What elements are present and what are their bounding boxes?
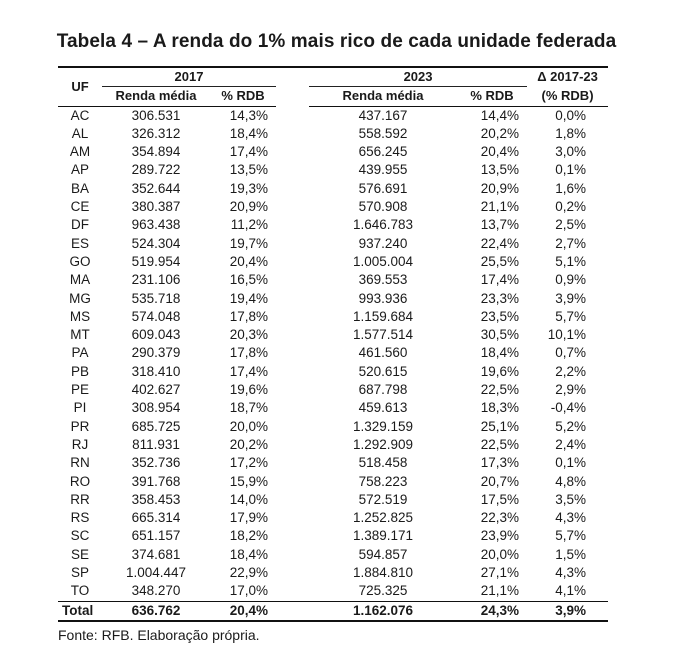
cell-renda-2023: 758.223 [358, 473, 408, 489]
table-row [58, 454, 608, 472]
cell-pct-2023: 20,4% [480, 144, 520, 160]
table-row [58, 106, 608, 125]
cell-pct-2023: 13,5% [480, 162, 520, 178]
total-label: Total [58, 601, 102, 621]
cell-pct-2017: 17,4% [229, 363, 269, 379]
cell-uf: SE [70, 546, 89, 562]
table-row [58, 344, 608, 362]
cell-renda-2023: 1.884.810 [352, 565, 414, 581]
cell-uf: RO [69, 473, 91, 489]
cell-uf: ES [70, 235, 89, 251]
cell-gap [276, 509, 309, 527]
cell-renda-2023: 1.292.909 [352, 436, 414, 452]
cell-delta: 0,9% [555, 272, 587, 288]
cell-pct-2023: 27,1% [480, 565, 520, 581]
cell-delta: 0,1% [555, 162, 587, 178]
cell-uf: SC [70, 528, 90, 544]
cell-pct-2023: 17,5% [480, 491, 520, 507]
cell-renda-2023: 459.613 [358, 400, 408, 416]
cell-uf: PR [70, 418, 90, 434]
cell-pct-2023: 22,5% [480, 382, 520, 398]
cell-pct-2017: 19,6% [229, 382, 269, 398]
header-uf: UF [58, 67, 102, 106]
cell-pct-2017: 14,0% [229, 491, 269, 507]
cell-uf: RN [70, 455, 90, 471]
cell-uf: AM [69, 144, 91, 160]
table-row [58, 418, 608, 436]
cell-pct-2017: 19,7% [229, 235, 269, 251]
cell-pct-2017: 14,3% [229, 107, 269, 123]
cell-gap [276, 253, 309, 271]
cell-pct-2023: 22,3% [480, 510, 520, 526]
cell-renda-2017: 290.379 [131, 345, 181, 361]
cell-delta: 2,7% [555, 235, 587, 251]
cell-uf: BA [70, 180, 89, 196]
table-row [58, 527, 608, 545]
cell-pct-2023: 19,6% [480, 363, 520, 379]
table-row [58, 381, 608, 399]
cell-gap [276, 271, 309, 289]
header-gap-sub [276, 87, 309, 106]
cell-pct-2023: 23,3% [480, 290, 520, 306]
cell-pct-2017: 20,0% [229, 418, 269, 434]
table-row [58, 290, 608, 308]
cell-renda-2017: 519.954 [131, 253, 181, 269]
cell-renda-2023: 1.252.825 [352, 510, 414, 526]
total-renda-2017: 636.762 [102, 601, 210, 621]
cell-gap [276, 363, 309, 381]
table-row [58, 509, 608, 527]
table-row [58, 473, 608, 491]
cell-renda-2017: 685.725 [131, 418, 181, 434]
cell-delta: 4,3% [555, 565, 587, 581]
cell-pct-2023: 25,5% [480, 253, 520, 269]
cell-uf: PE [70, 382, 89, 398]
cell-gap [276, 491, 309, 509]
cell-pct-2017: 17,0% [229, 583, 269, 599]
cell-gap [276, 308, 309, 326]
cell-delta: 5,7% [555, 528, 587, 544]
cell-uf: TO [70, 583, 90, 599]
cell-gap [276, 290, 309, 308]
cell-renda-2017: 609.043 [131, 327, 181, 343]
table-row [58, 436, 608, 454]
cell-renda-2017: 308.954 [131, 400, 181, 416]
cell-delta: 0,0% [555, 107, 587, 123]
cell-pct-2023: 25,1% [480, 418, 520, 434]
header-delta-unit: (% RDB) [527, 87, 608, 106]
total-pct-2023: 24,3% [457, 601, 527, 621]
total-row [58, 601, 608, 621]
cell-gap [276, 418, 309, 436]
header-gap [276, 67, 309, 87]
cell-renda-2023: 437.167 [358, 107, 408, 123]
cell-uf: MG [69, 290, 91, 306]
table-title: Tabela 4 – A renda do 1% mais rico de cada unidade federada [56, 31, 617, 52]
cell-renda-2017: 651.157 [131, 528, 181, 544]
cell-delta: 3,9% [555, 290, 587, 306]
cell-uf: PB [70, 363, 89, 379]
cell-delta: 4,1% [555, 583, 587, 599]
cell-renda-2023: 687.798 [358, 382, 408, 398]
cell-uf: MT [70, 327, 90, 343]
cell-renda-2023: 993.936 [358, 290, 408, 306]
cell-pct-2017: 17,8% [229, 308, 269, 324]
cell-pct-2017: 18,7% [229, 400, 269, 416]
cell-gap [276, 198, 309, 216]
cell-renda-2017: 665.314 [131, 510, 181, 526]
total-gap [276, 601, 309, 621]
cell-renda-2017: 1.004.447 [125, 565, 187, 581]
cell-uf: MS [69, 308, 91, 324]
cell-gap [276, 106, 309, 125]
cell-pct-2023: 21,1% [480, 199, 520, 215]
cell-gap [276, 473, 309, 491]
cell-pct-2017: 16,5% [229, 272, 269, 288]
cell-renda-2017: 289.722 [131, 162, 181, 178]
total-pct-2017: 20,4% [210, 601, 276, 621]
table-row [58, 198, 608, 216]
cell-pct-2023: 18,3% [480, 400, 520, 416]
header-year-2017: 2017 [102, 67, 276, 87]
cell-pct-2023: 20,9% [480, 180, 520, 196]
table-row [58, 271, 608, 289]
cell-delta: 3,0% [555, 144, 587, 160]
cell-renda-2023: 1.577.514 [352, 327, 414, 343]
cell-renda-2017: 352.736 [131, 455, 181, 471]
cell-delta: 2,4% [555, 436, 587, 452]
cell-pct-2017: 19,4% [229, 290, 269, 306]
income-table [58, 66, 608, 622]
cell-pct-2023: 20,0% [480, 546, 520, 562]
total-renda-2023: 1.162.076 [309, 601, 457, 621]
cell-gap [276, 143, 309, 161]
cell-renda-2023: 520.615 [358, 363, 408, 379]
cell-renda-2023: 461.560 [358, 345, 408, 361]
cell-pct-2023: 20,2% [480, 125, 520, 141]
cell-gap [276, 381, 309, 399]
cell-delta: 0,1% [555, 455, 587, 471]
cell-renda-2023: 1.646.783 [352, 217, 414, 233]
cell-renda-2017: 348.270 [131, 583, 181, 599]
cell-pct-2023: 21,1% [480, 583, 520, 599]
cell-renda-2023: 1.005.004 [352, 253, 414, 269]
cell-renda-2023: 570.908 [358, 199, 408, 215]
cell-pct-2023: 14,4% [480, 107, 520, 123]
source-note: Fonte: RFB. Elaboração própria. [58, 627, 260, 643]
cell-renda-2017: 354.894 [131, 144, 181, 160]
table-row [58, 180, 608, 198]
cell-renda-2023: 558.592 [358, 125, 408, 141]
cell-pct-2017: 17,8% [229, 345, 269, 361]
cell-renda-2023: 576.691 [358, 180, 408, 196]
cell-renda-2017: 374.681 [131, 546, 181, 562]
cell-pct-2017: 11,2% [230, 217, 269, 233]
cell-pct-2023: 23,9% [480, 528, 520, 544]
cell-renda-2023: 656.245 [358, 144, 408, 160]
cell-gap [276, 125, 309, 143]
cell-delta: 1,6% [555, 180, 587, 196]
table-row [58, 308, 608, 326]
cell-uf: AP [70, 162, 89, 178]
cell-renda-2023: 594.857 [358, 546, 408, 562]
cell-renda-2023: 1.329.159 [352, 418, 414, 434]
cell-gap [276, 180, 309, 198]
cell-delta: 1,5% [555, 546, 587, 562]
header-pct-2023: % RDB [457, 87, 527, 106]
cell-delta: 4,8% [555, 473, 587, 489]
cell-uf: DF [71, 217, 89, 233]
cell-delta: 0,2% [555, 199, 587, 215]
cell-delta: 5,1% [555, 253, 587, 269]
cell-renda-2017: 326.312 [131, 125, 181, 141]
cell-pct-2017: 13,5% [229, 162, 269, 178]
cell-pct-2017: 20,4% [229, 253, 269, 269]
cell-pct-2017: 20,2% [229, 436, 269, 452]
cell-pct-2023: 23,5% [480, 308, 520, 324]
cell-uf: SP [70, 565, 89, 581]
cell-gap [276, 527, 309, 545]
cell-delta: 4,3% [555, 510, 587, 526]
cell-renda-2017: 352.644 [131, 180, 181, 196]
cell-renda-2023: 572.519 [358, 491, 408, 507]
cell-renda-2017: 574.048 [131, 308, 181, 324]
header-renda-2017: Renda média [102, 87, 210, 106]
table-row [58, 564, 608, 582]
header-renda-2023: Renda média [309, 87, 457, 106]
cell-gap [276, 582, 309, 601]
cell-gap [276, 436, 309, 454]
cell-pct-2017: 17,9% [229, 510, 269, 526]
table-row [58, 125, 608, 143]
cell-pct-2023: 30,5% [480, 327, 520, 343]
cell-pct-2017: 19,3% [229, 180, 269, 196]
header-row-years [58, 67, 608, 87]
table-row [58, 363, 608, 381]
cell-pct-2017: 20,9% [229, 199, 269, 215]
cell-pct-2017: 22,9% [229, 565, 269, 581]
cell-gap [276, 399, 309, 417]
cell-gap [276, 326, 309, 344]
cell-gap [276, 161, 309, 179]
cell-pct-2023: 22,4% [480, 235, 520, 251]
table-row [58, 546, 608, 564]
cell-pct-2023: 17,3% [480, 455, 520, 471]
table-row [58, 143, 608, 161]
cell-renda-2017: 380.387 [131, 199, 181, 215]
cell-renda-2017: 306.531 [131, 107, 181, 123]
cell-renda-2023: 369.553 [358, 272, 408, 288]
cell-uf: PI [73, 400, 87, 416]
cell-delta: 10,1% [547, 327, 587, 343]
cell-gap [276, 216, 309, 234]
cell-uf: CE [70, 199, 90, 215]
cell-gap [276, 546, 309, 564]
cell-uf: AC [70, 107, 90, 123]
header-delta: Δ 2017-23 [527, 67, 608, 87]
cell-gap [276, 564, 309, 582]
cell-pct-2023: 18,4% [480, 345, 520, 361]
table-row [58, 326, 608, 344]
table-row [58, 216, 608, 234]
cell-renda-2023: 1.389.171 [352, 528, 414, 544]
table-row [58, 399, 608, 417]
cell-delta: 2,5% [555, 217, 587, 233]
cell-renda-2017: 811.931 [132, 436, 180, 452]
cell-renda-2017: 963.438 [131, 217, 181, 233]
cell-renda-2017: 391.768 [131, 473, 181, 489]
cell-renda-2023: 937.240 [358, 235, 408, 251]
cell-pct-2017: 17,2% [229, 455, 269, 471]
cell-pct-2023: 17,4% [480, 272, 520, 288]
cell-pct-2017: 18,2% [229, 528, 269, 544]
cell-renda-2017: 402.627 [131, 382, 181, 398]
table-row [58, 235, 608, 253]
cell-uf: RJ [71, 436, 89, 452]
table-row [58, 491, 608, 509]
cell-renda-2017: 318.410 [131, 363, 181, 379]
cell-delta: 5,2% [555, 418, 587, 434]
cell-pct-2017: 15,9% [229, 473, 269, 489]
cell-renda-2017: 524.304 [131, 235, 181, 251]
table-row [58, 161, 608, 179]
cell-delta: 0,7% [555, 345, 587, 361]
cell-delta: 2,9% [555, 382, 587, 398]
cell-uf: PA [71, 345, 89, 361]
cell-pct-2017: 17,4% [229, 144, 269, 160]
cell-uf: MA [69, 272, 91, 288]
cell-pct-2023: 20,7% [480, 473, 520, 489]
header-row-subcolumns [58, 87, 608, 106]
cell-delta: 1,8% [555, 125, 587, 141]
cell-renda-2023: 1.159.684 [352, 308, 414, 324]
table-row [58, 253, 608, 271]
cell-pct-2017: 20,3% [229, 327, 269, 343]
cell-delta: 2,2% [555, 363, 587, 379]
cell-renda-2017: 358.453 [131, 491, 181, 507]
cell-delta: 3,5% [555, 491, 587, 507]
header-pct-2017: % RDB [210, 87, 276, 106]
cell-gap [276, 454, 309, 472]
cell-pct-2023: 13,7% [480, 217, 520, 233]
cell-renda-2023: 725.325 [358, 583, 408, 599]
cell-uf: AL [71, 125, 89, 141]
cell-uf: RR [70, 491, 90, 507]
cell-delta: 5,7% [555, 308, 587, 324]
header-year-2023: 2023 [309, 67, 527, 87]
table-row [58, 582, 608, 601]
cell-delta: -0,4% [550, 400, 587, 416]
cell-renda-2023: 439.955 [358, 162, 408, 178]
total-delta: 3,9% [527, 601, 608, 621]
cell-gap [276, 344, 309, 362]
cell-pct-2017: 18,4% [229, 125, 269, 141]
cell-pct-2017: 18,4% [229, 546, 269, 562]
cell-uf: GO [69, 253, 91, 269]
cell-gap [276, 235, 309, 253]
cell-renda-2017: 535.718 [131, 290, 181, 306]
cell-pct-2023: 22,5% [480, 436, 520, 452]
cell-renda-2017: 231.106 [131, 272, 181, 288]
cell-uf: RS [70, 510, 90, 526]
cell-renda-2023: 518.458 [358, 455, 408, 471]
